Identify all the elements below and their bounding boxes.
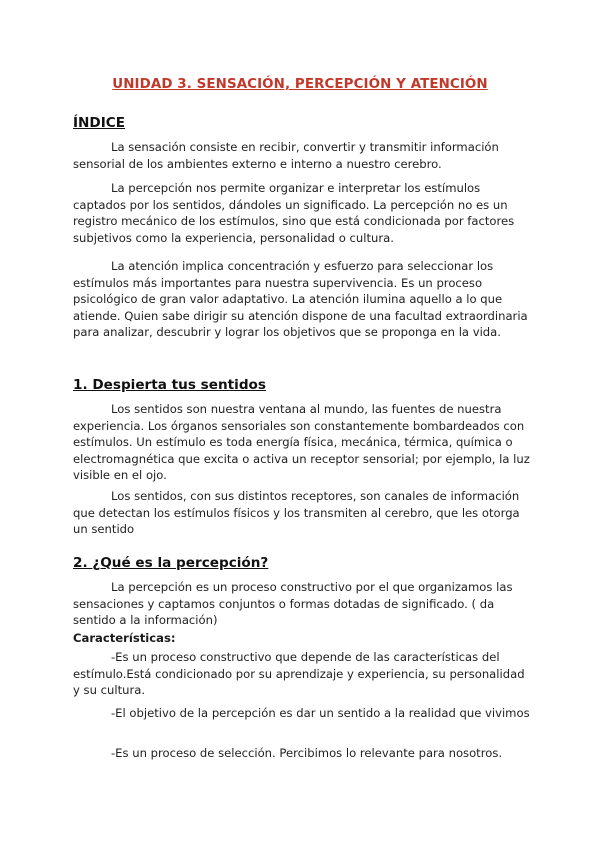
characteristics-label: Características: (73, 631, 176, 645)
section1-heading: 1. Despierta tus sentidos (73, 377, 266, 393)
section2-heading: 2. ¿Qué es la percepción? (73, 555, 269, 571)
section2-paragraph: La percepción es un proceso constructivo por el que organizamos las sensaciones y captamos conjuntos o formas dotadas de significado. ( da sentido a la información) (73, 580, 513, 628)
characteristic-item: -Es un proceso constructivo que depende de las características del estímulo.Está condicionado por su aprendizaje y experiencia, su personalidad y su cultura. (73, 650, 525, 698)
intro-paragraph-sensation: La sensación consiste en recibir, convertir y transmitir información sensorial de los ambientes externo e interno a nuestro cerebro. (73, 140, 499, 171)
section1-paragraph: Los sentidos, con sus distintos receptores, son canales de información que detectan los estímulos físicos y los transmiten al cerebro, que les otorga un sentido (73, 489, 520, 537)
intro-paragraph-perception: La percepción nos permite organizar e interpretar los estímulos captados por los sentidos, dándoles un significado. La percepción no es un registro mecánico de los estímulos, sino que está condicionada por factores subjetivos como la experiencia, personalidad o cultura. (73, 181, 515, 245)
index-heading: ÍNDICE (73, 115, 126, 131)
characteristic-item: -El objetivo de la percepción es dar un sentido a la realidad que vivimos (111, 706, 530, 720)
page-title: UNIDAD 3. SENSACIÓN, PERCEPCIÓN Y ATENCIÓN (112, 77, 488, 92)
characteristic-item: -Es un proceso de selección. Percibimos lo relevante para nosotros. (111, 746, 503, 760)
section1-paragraph: Los sentidos son nuestra ventana al mundo, las fuentes de nuestra experiencia. Los órganos sensoriales son constantemente bombardeados con estímulos. Un estímulo es toda energía física, mecánica, térmica, química o electromagnética que excita o activa un receptor sensorial; por ejemplo, la luz visible en el ojo. (73, 402, 530, 483)
intro-paragraph-attention: La atención implica concentración y esfuerzo para seleccionar los estímulos más importantes para nuestra supervivencia. Es un proceso psicológico de gran valor adaptativo. La atención ilumina aquello a lo que atiende. Quien sabe dirigir su atención dispone de una facultad extraordinaria para analizar, descubrir y lograr los objetivos que se proponga en la vida. (73, 259, 528, 340)
